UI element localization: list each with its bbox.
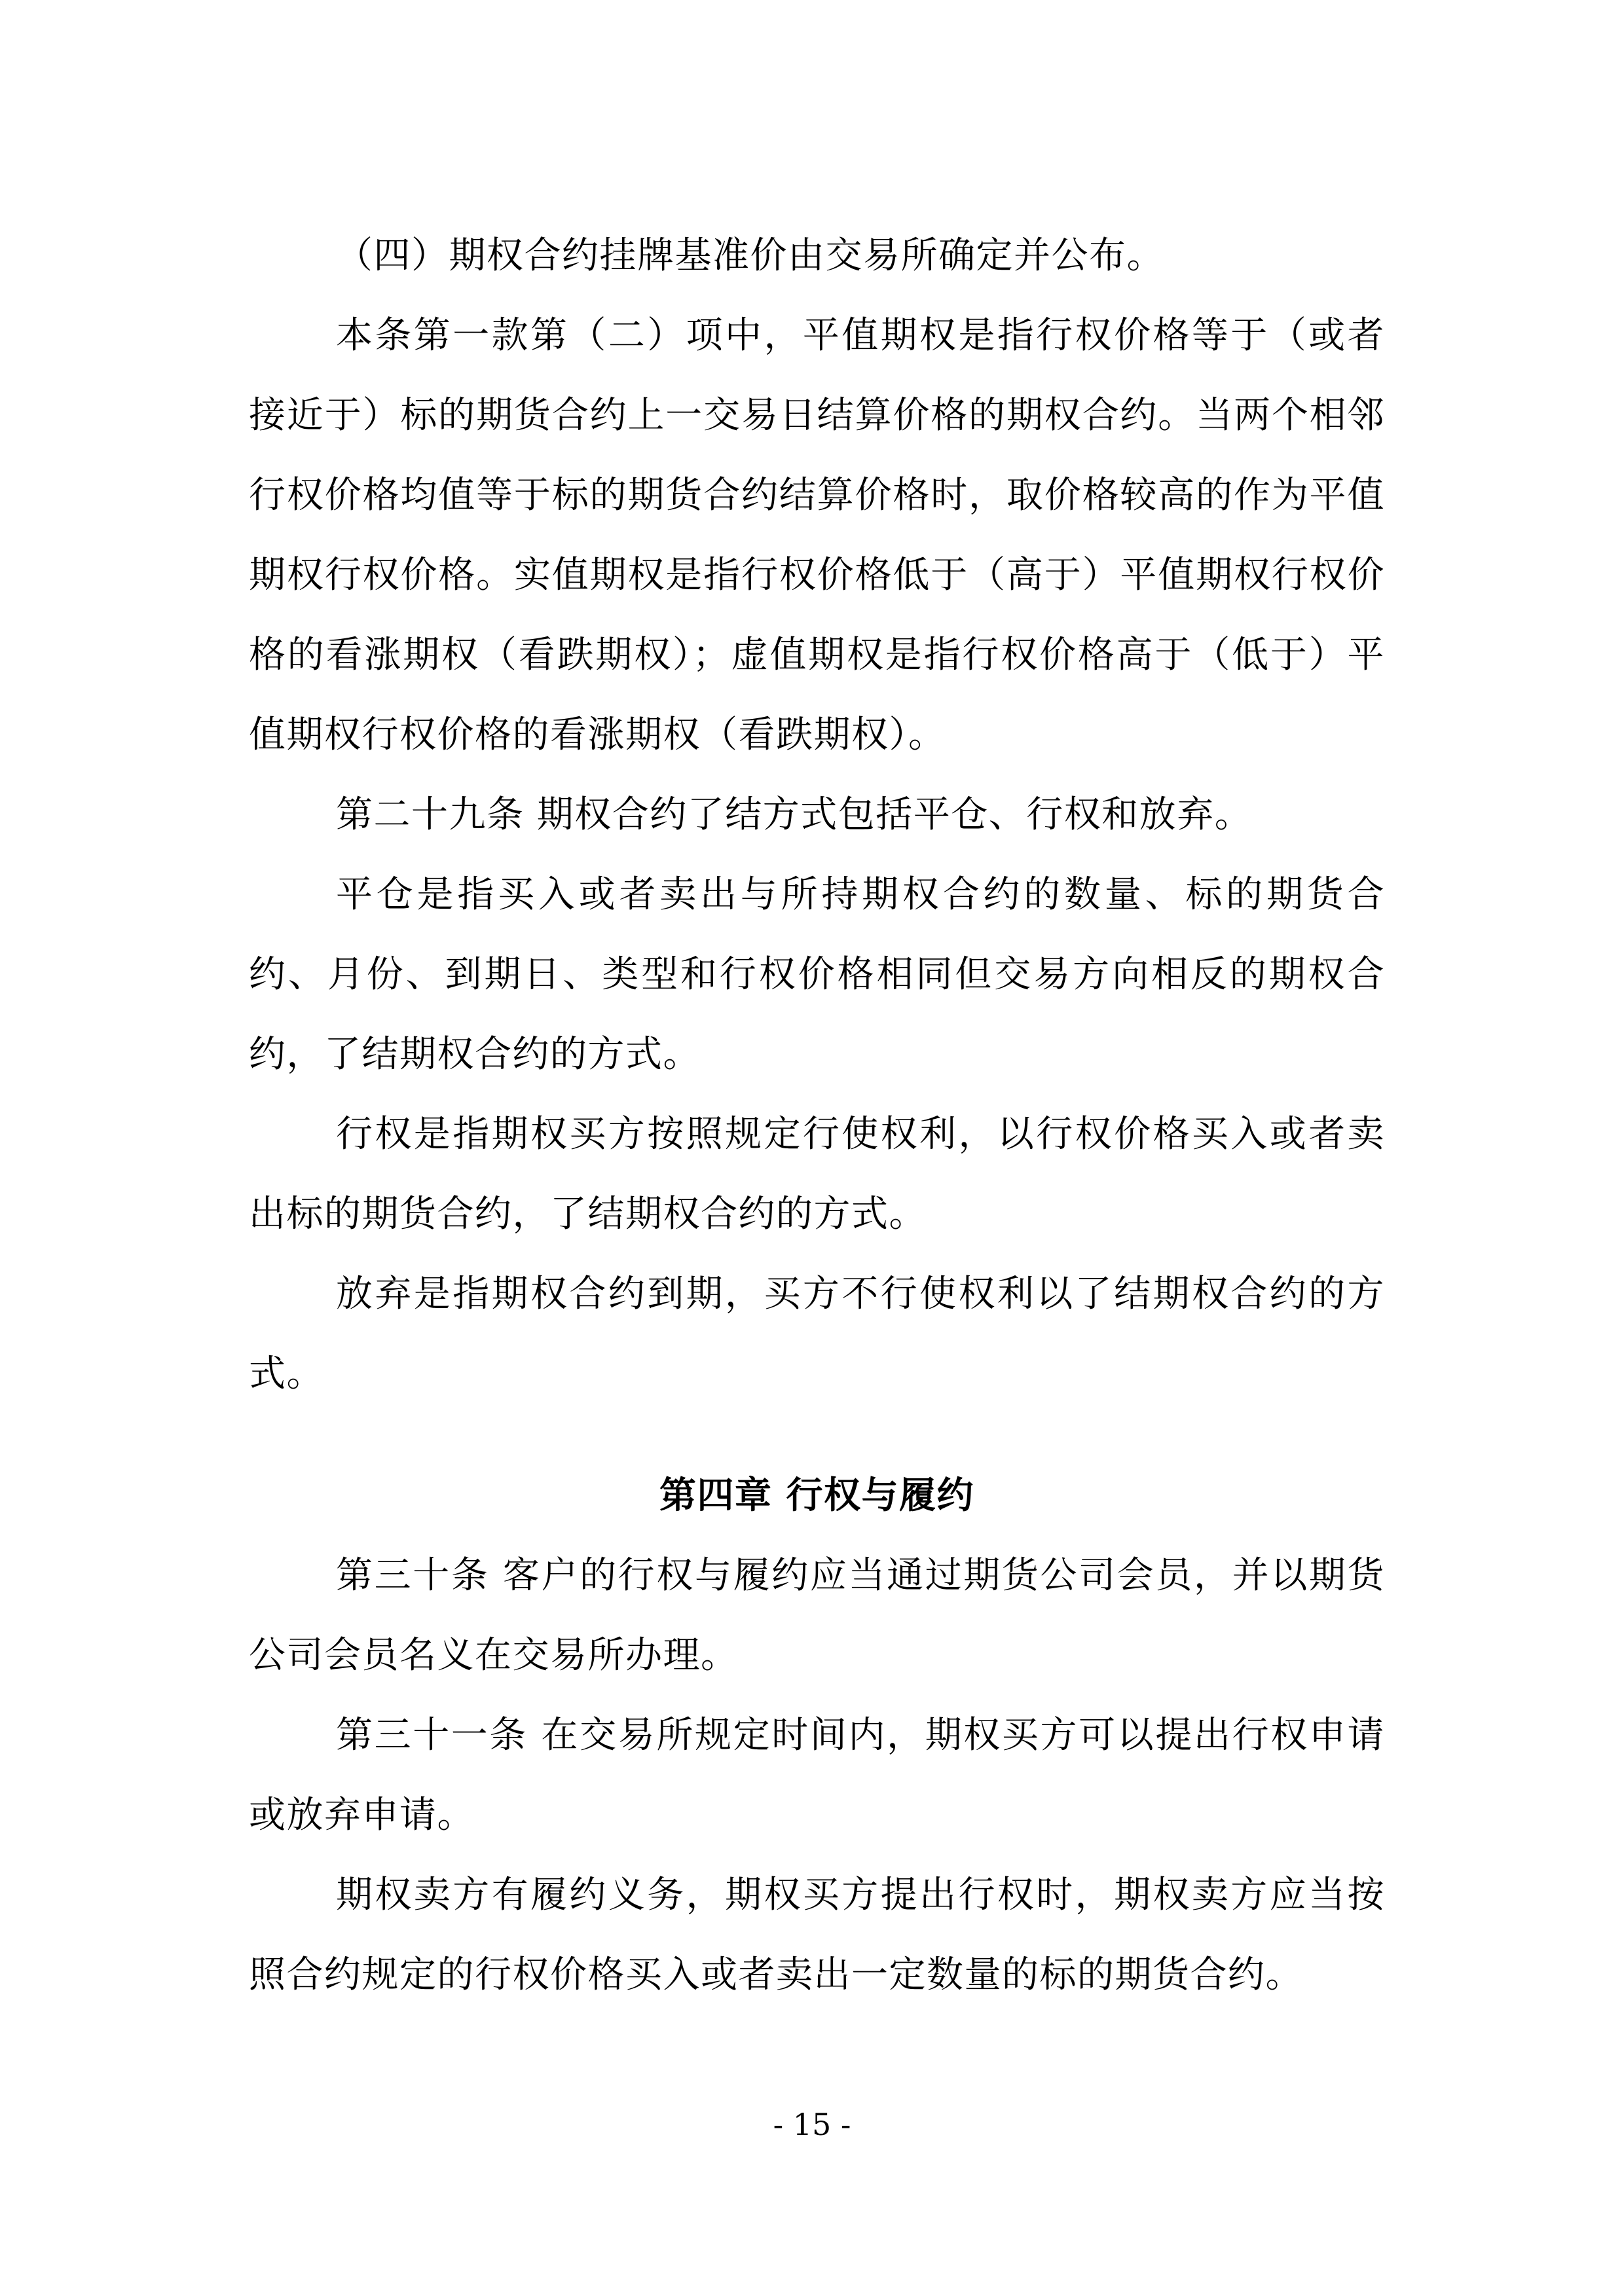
paragraph-seller-obligation: 期权卖方有履约义务，期权买方提出行权时，期权卖方应当按照合约规定的行权价格买入或者卖出一定数量的标的期货合约。 xyxy=(249,1874,1385,1996)
paragraph-article-30: 第三十条 客户的行权与履约应当通过期货公司会员，并以期货公司会员名义在交易所办理。 xyxy=(249,1554,1385,1677)
chapter-heading: 第四章 行权与履约 xyxy=(659,1474,974,1517)
page-number: - 15 - xyxy=(773,2107,851,2142)
document-body xyxy=(249,216,1385,2015)
paragraph-abandon: 放弃是指期权合约到期，买方不行使权利以了结期权合约的方式。 xyxy=(249,1273,1385,1395)
paragraph-exercise: 行权是指期权买方按照规定行使权利，以行权价格买入或者卖出标的期货合约，了结期权合约的方式。 xyxy=(249,1113,1385,1235)
paragraph-article-31: 第三十一条 在交易所规定时间内，期权买方可以提出行权申请或放弃申请。 xyxy=(249,1714,1385,1836)
paragraph-article-29: 第二十九条 期权合约了结方式包括平仓、行权和放弃。 xyxy=(336,793,1253,836)
paragraph-closing-position: 平仓是指买入或者卖出与所持期权合约的数量、标的期货合约、月份、到期日、类型和行权价格相同但交易方向相反的期权合约，了结期权合约的方式。 xyxy=(249,873,1385,1076)
paragraph-option-definitions: 本条第一款第（二）项中，平值期权是指行权价格等于（或者接近于）标的期货合约上一交易日结算价格的期权合约。当两个相邻行权价格均值等于标的期货合约结算价格时，取价格较高的作为平值期权行权价格。实值期权是指行权价格低于（高于）平值期权行权价格的看涨期权（看跌期权）；虚值期权是指行权价格高于（低于）平值期权行权价格的看涨期权（看跌期权）。 xyxy=(249,314,1385,756)
paragraph-clause-4: （四）期权合约挂牌基准价由交易所确定并公布。 xyxy=(336,234,1164,277)
